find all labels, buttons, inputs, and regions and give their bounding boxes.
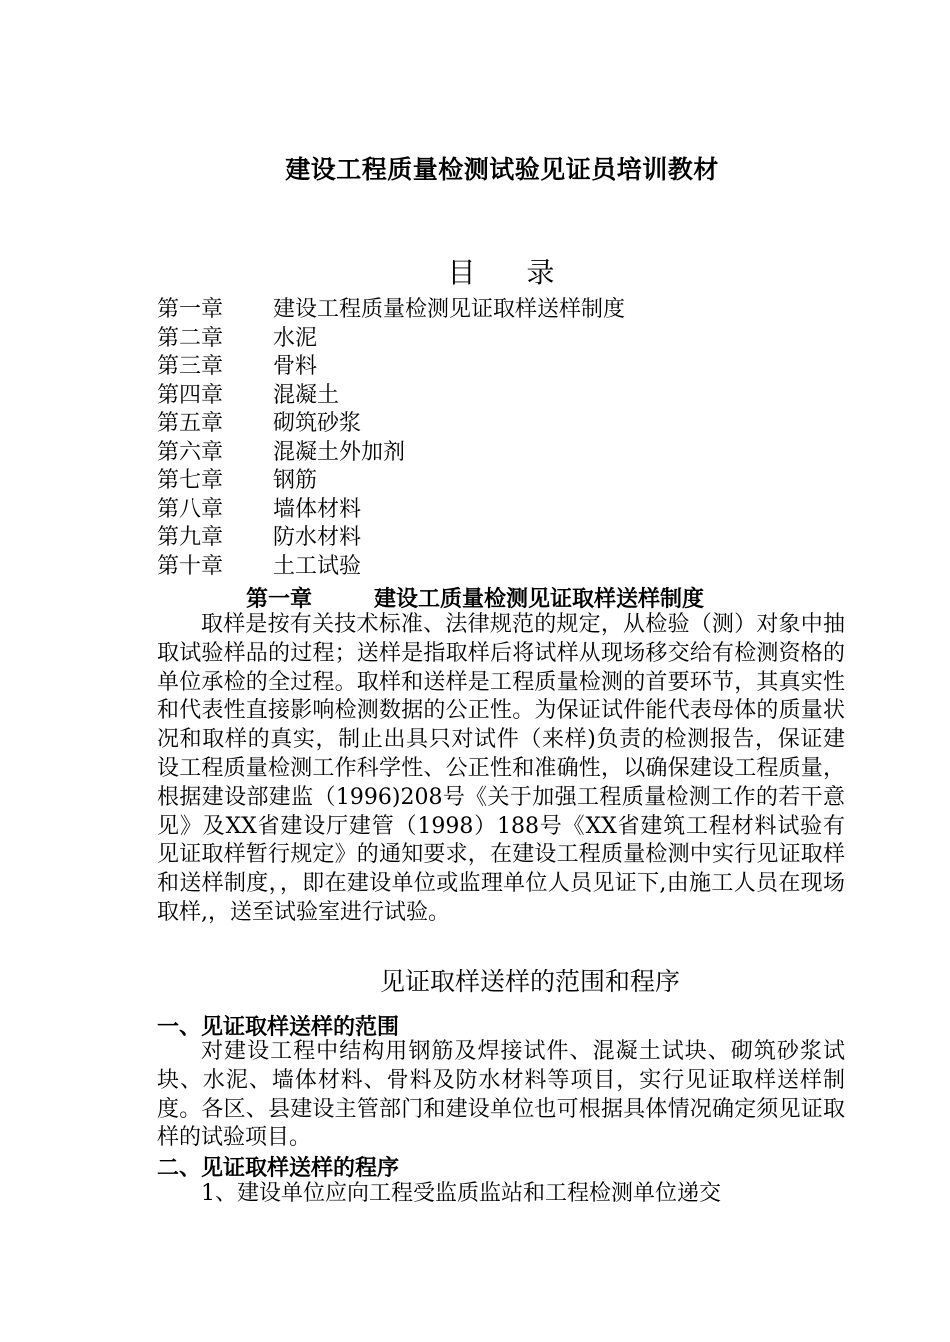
scope-paragraph: 对建设工程中结构用钢筋及焊接试件、混凝土试块、砌筑砂浆试块、水泥、墙体材料、骨料及防水材料等项目，实行见证取样送样制度。各区、县建设主管部门和建设单位也可根据具体情况确定须见证取样的试验项目。 [157,1039,845,1151]
scope-heading: 一、见证取样送样的范围 [157,1014,400,1040]
toc-heading: 目 录 [447,256,555,289]
toc-item-title: 混凝土 [273,382,340,408]
toc-item-number: 第九章 [157,525,224,550]
chapter-number: 第一章 [246,586,313,612]
toc-item-title: 砌筑砂浆 [273,411,362,436]
toc-item-title: 建设工程质量检测见证取样送样制度 [273,297,626,322]
table-of-contents [157,296,625,581]
toc-item-title: 墙体材料 [273,496,362,522]
toc-item [157,325,625,354]
section-title: 见证取样送样的范围和程序 [379,967,680,996]
chapter-title: 建设工质量检测见证取样送样制度 [374,586,705,612]
toc-item [157,467,625,496]
procedure-heading: 二、见证取样送样的程序 [157,1155,400,1181]
toc-item [157,496,625,525]
toc-item [157,439,625,468]
toc-item [157,353,625,382]
toc-item-title: 钢筋 [273,468,318,493]
chapter-heading [246,582,704,613]
toc-item-number: 第六章 [157,439,224,465]
toc-item [157,296,625,325]
toc-item-title: 防水材料 [273,525,362,550]
toc-item [157,382,625,411]
toc-item-number: 第四章 [157,382,224,408]
toc-item [157,553,625,582]
toc-item-number: 第十章 [157,553,224,579]
procedure-paragraph: 1、建设单位应向工程受监质监站和工程检测单位递交 [201,1181,721,1206]
toc-item-number: 第八章 [157,496,224,522]
chapter-intro-paragraph: 取样是按有关技术标准、法律规范的规定，从检验（测）对象中抽取试验样品的过程；送样是指取样后将试样从现场移交给有检测资格的单位承检的全过程。取样和送样是工程质量检测的首要环节，其真实性和代表性直接影响检测数据的公正性。为保证试件能代表母体的质量状况和取样的真实，制止出具只对试件（来样)负责的检测报告，保证建设工程质量检测工作科学性、公正性和准确性，以确保建设工程质量，根据建设部建监（1996)208号《关于加强工程质量检测工作的若干意见》及XX省建设厅建管（1998）188号《XX省建筑工程材料试验有见证取样暂行规定》的通知要求，在建设工程质量检测中实行见证取样和送样制度，，即在建设单位或监理单位人员见证下,由施工人员在现场取样,，送至试验室进行试验。 [157,612,845,925]
toc-item-number: 第三章 [157,354,224,379]
toc-item-title: 混凝土外加剂 [273,439,406,465]
toc-item-number: 第二章 [157,325,224,351]
toc-item [157,524,625,553]
toc-item-title: 土工试验 [273,553,362,579]
toc-item-number: 第一章 [157,297,224,322]
toc-item-number: 第五章 [157,411,224,436]
toc-item-title: 骨料 [273,354,318,379]
toc-item-title: 水泥 [273,325,318,351]
document-title: 建设工程质量检测试验见证员培训教材 [285,155,719,184]
toc-item [157,410,625,439]
toc-item-number: 第七章 [157,468,224,493]
